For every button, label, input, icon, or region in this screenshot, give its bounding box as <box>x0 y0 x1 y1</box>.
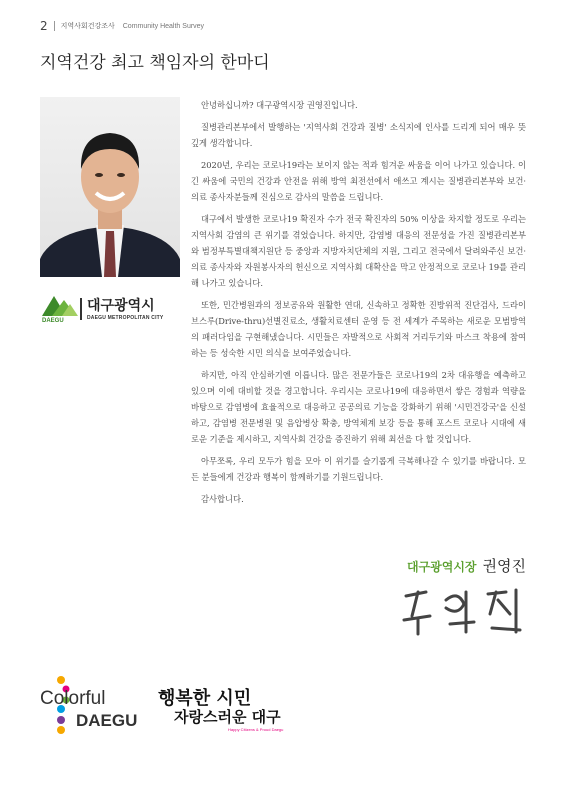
page-header <box>40 18 204 34</box>
daegu-city-logo <box>40 290 180 330</box>
header-title-ko: 지역사회건강조사 <box>60 22 115 30</box>
signature-line <box>407 555 526 576</box>
paragraph: 대구에서 발생한 코로나19 확진자 수가 전국 확진자의 50% 이상을 차지할 정도로 우리는 지역사회 감염의 큰 위기를 겪었습니다. 하지만, 감염병 대응의 전문성을 가진 질병관리본부와 범정부특별대책지원단 등 중앙과 지방자치단체의 지원, 그리고 전국에서 달려와주신 보건·의료 종사자와 자원봉사자의 헌신으로 지역사회 대확산을 막고 안정적으로 코로나 19를 관리해 나가고 있습니다. <box>191 214 526 288</box>
paragraph: 감사합니다. <box>201 494 244 504</box>
page-number: 2 <box>40 19 48 33</box>
page-title: 지역건강 최고 책임자의 한마디 <box>40 53 270 73</box>
slogan-line2: 자랑스러운 대구 <box>174 708 281 726</box>
signature-name: 권영진 <box>482 557 526 575</box>
brand-line1: Colorful <box>40 688 106 709</box>
paragraph: 질병관리본부에서 발행하는 '지역사회 건강과 질병' 소식지에 인사를 드리게 되어 매우 뜻깊게 생각합니다. <box>191 122 526 148</box>
handwritten-signature <box>400 582 525 642</box>
slogan-en: Happy Citizens & Proud Daegu <box>228 727 284 732</box>
brand-line2: DAEGU <box>76 711 138 730</box>
paragraph: 안녕하십니까? 대구광역시장 권영진입니다. <box>201 100 358 110</box>
paragraph: 아무쪼록, 우리 모두가 힘을 모아 이 위기를 슬기롭게 극복해나갈 수 있기를 바랍니다. 모든 분들에게 건강과 행복이 함께하기를 기원드립니다. <box>191 456 526 482</box>
slogan-calligraphy <box>158 684 338 736</box>
header-title-en: Community Health Survey <box>122 22 205 30</box>
paragraph: 하지만, 아직 안심하기엔 이릅니다. 많은 전문가들은 코로나19의 2차 대유행을 예측하고 있으며 이에 대비할 것을 경고합니다. 우리시는 코로나19에 대응하면서 쌓은 경험과 역량을 바탕으로 감염병에 효율적으로 대응하고 공공의료 기능을 강화하기 위해 '시민건강국'을 신설하고, 감염병 전문병원 및 음압병상 확충, 방역체계 보강 등을 통해 포스트 코로나 시대에 새로운 기준을 제시하고, 지역사회 건강을 증진하기 위해 최선을 다 할 것입니다. <box>191 370 526 444</box>
header-divider <box>54 21 55 31</box>
logo-name-ko: 대구광역시 <box>87 298 155 314</box>
signature-role: 대구광역시장 <box>406 560 477 574</box>
paragraph: 2020년, 우리는 코로나19라는 보이지 않는 적과 힘겨운 싸움을 이어 나가고 있습니다. 이 긴 싸움에 국민의 건강과 안전을 위해 방역 최전선에서 애쓰고 계시는 질병관리본부와 보건·의료 종사자분들께 진심으로 감사의 말씀을 드립니다. <box>191 160 526 202</box>
paragraph: 또한, 민간병원과의 정보공유와 원활한 연대, 신속하고 정확한 진방위적 진단검사, 드라이브스루(Drive-thru)선별진료소, 생활치료센터 운영 등 전 세계가 주목하는 새로운 모범방역의 패러다임을 구현해냈습니다. 시민들은 자발적으로 사회적 거리두기와 마스크 착용에 참여하는 등 성숙한 시민 의식을 보여주었습니다. <box>191 300 526 358</box>
letter-body <box>191 97 526 513</box>
mayor-portrait <box>40 97 180 277</box>
slogan-line1: 행복한 시민 <box>158 688 252 709</box>
logo-emblem-label: DAEGU <box>42 318 64 324</box>
colorful-daegu-logo <box>40 676 150 736</box>
logo-name-en: DAEGU METROPOLITAN CITY <box>87 315 164 321</box>
